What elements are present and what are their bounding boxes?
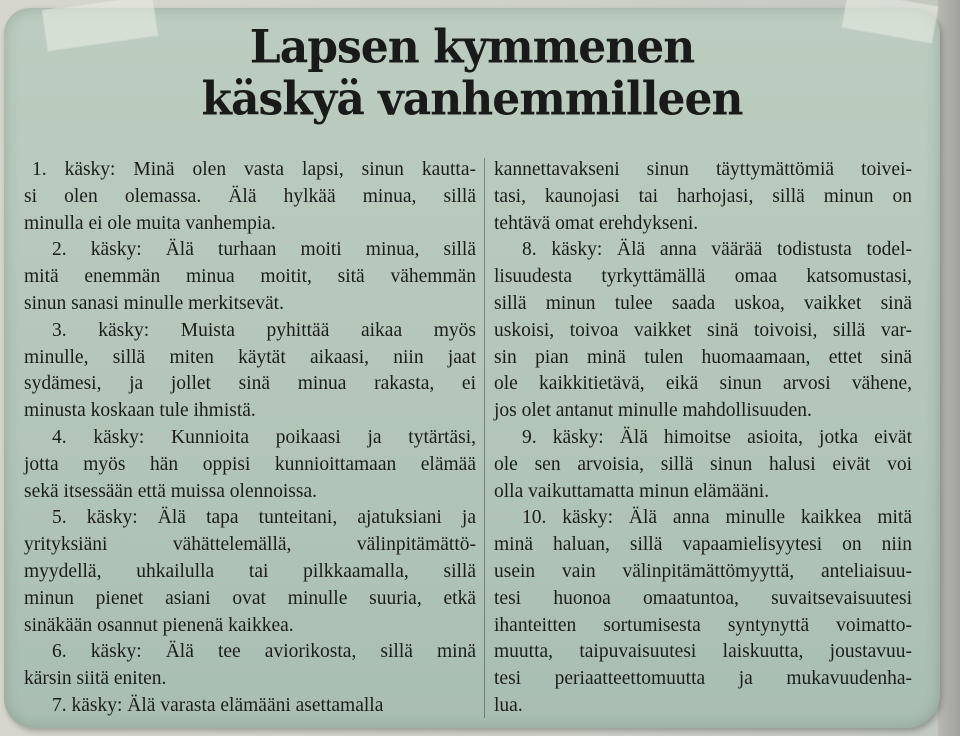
commandment-paragraph — [24, 425, 476, 505]
text-line: ole sen arvoisia, sillä sinun halusi eivät voi — [494, 453, 912, 475]
text-line: uskoisi, toivoa vaikket sinä toivoisi, sillä var- — [494, 319, 912, 341]
text-line: 7. käsky: Älä varasta elämääni asettamalla — [52, 694, 384, 716]
text-line: sekä itsessään että muissa olennoissa. — [24, 480, 317, 502]
commandment-paragraph — [24, 237, 476, 317]
column-divider — [484, 158, 485, 718]
commandment-paragraph — [494, 425, 912, 505]
text-line: 1. käsky: Minä olen vasta lapsi, sinun kautta- — [32, 159, 476, 180]
text-line: 3. käsky: Muista pyhittää aikaa myös — [52, 319, 476, 341]
text-line: tasi, kaunojasi tai harhojasi, sillä minun on — [494, 185, 912, 207]
commandment-paragraph — [494, 157, 912, 237]
text-line: 8. käsky: Älä anna väärää todistusta todel- — [522, 239, 912, 261]
text-line: minun pienet asiani ovat minulle suuria, etkä — [24, 587, 476, 609]
text-line: myydellä, uhkailulla tai pilkkaamalla, sillä — [24, 560, 476, 582]
text-line: yrityksiäni vähättelemällä, välinpitämättö- — [24, 534, 476, 556]
newspaper-clipping — [4, 8, 940, 728]
commandment-paragraph — [24, 639, 476, 693]
text-line: 5. käsky: Älä tapa tunteitani, ajatuksiani ja — [52, 507, 476, 529]
text-line: sinun sanasi minulle merkitsevät. — [24, 292, 284, 314]
text-line: olla vaikuttamatta minun elämääni. — [494, 480, 770, 502]
commandment-paragraph — [24, 693, 476, 720]
left-column — [24, 157, 476, 720]
text-line: 4. käsky: Kunnioita poikaasi ja tytärtäsi, — [52, 426, 476, 448]
text-line: 10. käsky: Älä anna minulle kaikkea mitä — [522, 507, 912, 529]
text-line: 9. käsky: Älä himoitse asioita, jotka eivät — [522, 426, 912, 448]
text-line: minä haluan, sillä vapaamielisyytesi on niin — [494, 534, 912, 556]
text-line: ihanteitten sortumisesta syntynyttä voimatto- — [494, 614, 912, 636]
text-line: minulla ei ole muita vanhempia. — [24, 212, 276, 234]
text-line: mitä enemmän minua moitit, sitä vähemmän — [24, 266, 476, 288]
text-line: 2. käsky: Älä turhaan moiti minua, sillä — [52, 239, 476, 261]
text-line: ole kaikkitietävä, eikä sinun arvosi vähene, — [494, 373, 912, 395]
right-column — [494, 157, 912, 720]
text-line: sydämesi, ja jollet sinä minua rakasta, ei — [24, 373, 476, 395]
commandment-paragraph — [494, 237, 912, 425]
text-line: lua. — [494, 694, 523, 716]
text-line: kannettavakseni sinun täyttymättömiä toivei- — [494, 159, 912, 180]
text-line: tehtävä omat erehdykseni. — [494, 212, 699, 234]
text-line: 6. käsky: Älä tee aviorikosta, sillä minä — [52, 641, 476, 663]
commandment-paragraph — [24, 157, 476, 237]
text-line: jotta myös hän oppisi kunnioittamaan elämää — [24, 453, 476, 475]
text-line: si olen olemassa. Älä hylkää minua, sillä — [24, 185, 476, 207]
text-line: lisuudesta tyrkyttämällä omaa katsomustasi, — [494, 266, 912, 288]
text-line: tesi huonoa omaatuntoa, suvaitsevaisuutesi — [494, 587, 912, 609]
text-line: tesi periaatteettomuutta ja mukavuudenha- — [494, 668, 912, 690]
text-line: sin pian minä tulen huomaamaan, ettet sinä — [494, 346, 912, 368]
text-line: sinäkään osannut pienenä kaikkea. — [24, 614, 294, 636]
text-line: minulle, sillä miten käytät aikaasi, niin jaat — [24, 346, 476, 368]
headline-line-2: käskyä vanhemmilleen — [201, 72, 743, 127]
commandment-paragraph — [494, 505, 912, 719]
commandment-paragraph — [24, 318, 476, 425]
text-line: usein vain välinpitämättömyyttä, anteliaisuu- — [494, 560, 912, 582]
text-line: kärsin siitä eniten. — [24, 668, 167, 690]
text-line: jos olet antanut minulle mahdollisuuden. — [494, 400, 812, 422]
text-line: muutta, taipuvaisuutesi laiskuutta, joustavuu- — [494, 641, 912, 663]
text-line: minusta koskaan tule ihmistä. — [24, 400, 256, 422]
commandment-paragraph — [24, 505, 476, 639]
headline-line-1: Lapsen kymmenen — [249, 20, 695, 75]
background-edge — [938, 0, 960, 736]
text-line: sillä minun tulee saada uskoa, vaikket sinä — [494, 292, 912, 314]
